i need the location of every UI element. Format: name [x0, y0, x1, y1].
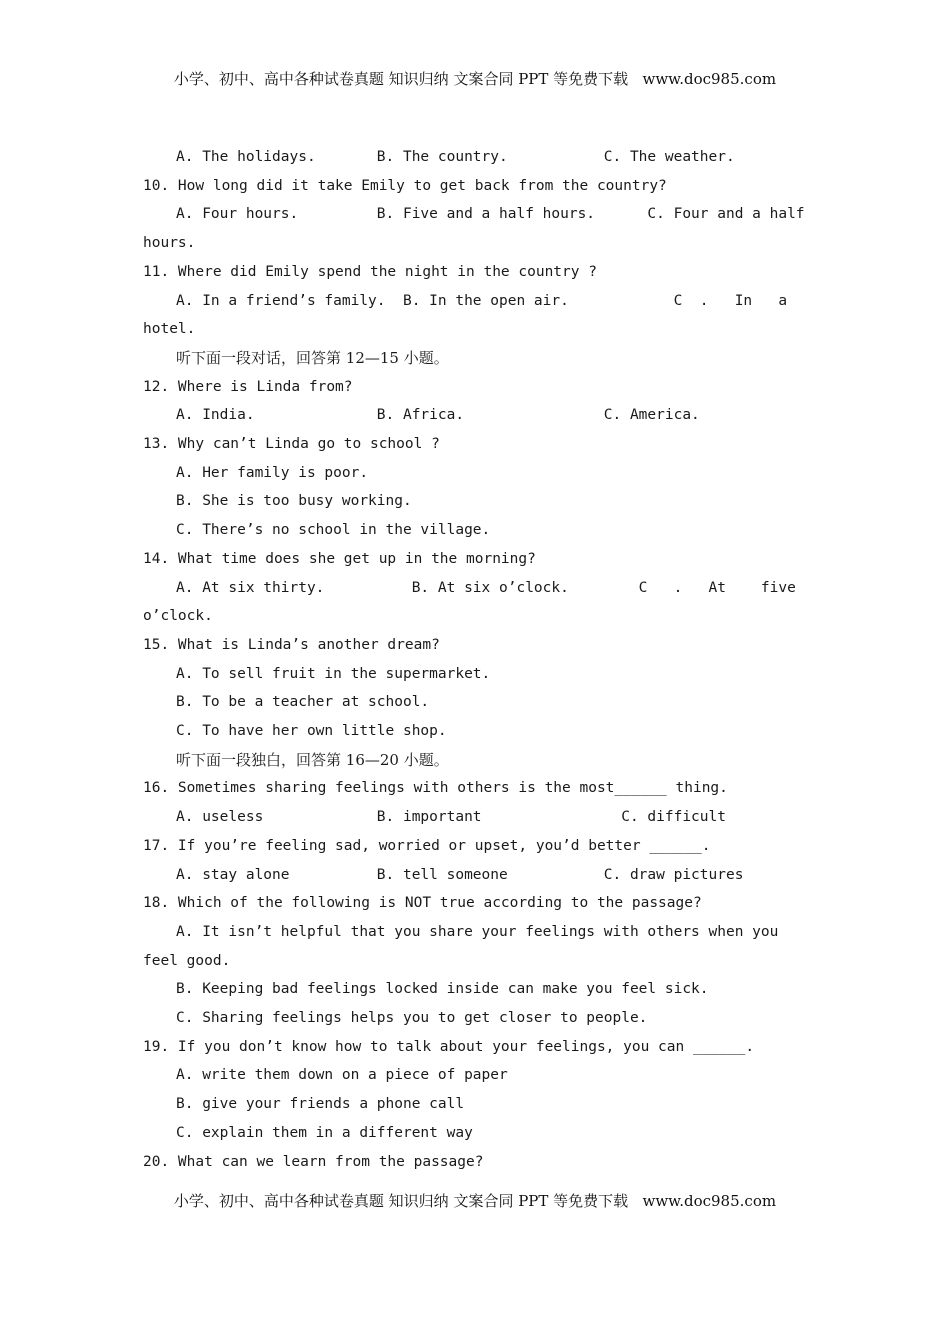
exam-line: A. To sell fruit in the supermarket.	[176, 665, 491, 682]
page-header: 小学、初中、高中各种试卷真题 知识归纳 文案合同 PPT 等免费下载 www.doc985.com	[173, 70, 777, 88]
exam-line: 19. If you don’t know how to talk about your feelings, you can ______.	[143, 1038, 755, 1055]
section-instruction: 听下面一段对话，回答第 12—15 小题。	[176, 348, 449, 367]
exam-line: 10. How long did it take Emily to get back from the country?	[143, 177, 667, 194]
exam-line: B. She is too busy working.	[176, 493, 412, 510]
exam-line: A. useless B. important C. difficult	[176, 809, 726, 826]
exam-line: A. At six thirty. B. At six o’clock. C . At five	[176, 579, 796, 596]
exam-line: 12. Where is Linda from?	[143, 378, 353, 395]
exam-line: B. Keeping bad feelings locked inside can make you feel sick.	[176, 981, 709, 998]
exam-line: 17. If you’re feeling sad, worried or upset, you’d better ______.	[143, 837, 711, 854]
exam-line: 18. Which of the following is NOT true according to the passage?	[143, 895, 702, 912]
exam-line: 20. What can we learn from the passage?	[143, 1153, 484, 1170]
exam-line: A. India. B. Africa. C. America.	[176, 407, 700, 424]
exam-line: C. There’s no school in the village.	[176, 522, 491, 539]
exam-line: A. Her family is poor.	[176, 464, 369, 481]
exam-line: A. stay alone B. tell someone C. draw pictures	[176, 866, 744, 883]
exam-line: A. In a friend’s family. B. In the open air. C . In a	[176, 292, 788, 309]
page-footer: 小学、初中、高中各种试卷真题 知识归纳 文案合同 PPT 等免费下载 www.doc985.com	[173, 1192, 777, 1210]
exam-line: C. Sharing feelings helps you to get closer to people.	[176, 1010, 648, 1026]
exam-line: feel good.	[143, 952, 231, 969]
exam-line: A. It isn’t helpful that you share your feelings with others when you	[176, 923, 779, 940]
exam-line: C. explain them in a different way	[176, 1124, 473, 1141]
exam-line: hotel.	[143, 321, 196, 338]
section-instruction: 听下面一段独白，回答第 16—20 小题。	[176, 750, 449, 769]
exam-line: o’clock.	[143, 608, 213, 625]
exam-line: B. To be a teacher at school.	[176, 694, 430, 711]
exam-line: A. write them down on a piece of paper	[176, 1067, 508, 1084]
exam-line: 15. What is Linda’s another dream?	[143, 636, 440, 653]
exam-line: 14. What time does she get up in the morning?	[143, 550, 536, 567]
exam-line: 11. Where did Emily spend the night in the country ?	[143, 263, 597, 280]
exam-line: B. give your friends a phone call	[176, 1096, 465, 1113]
exam-line: 16. Sometimes sharing feelings with others is the most______ thing.	[143, 780, 728, 797]
exam-line: hours.	[143, 235, 196, 252]
exam-line: A. Four hours. B. Five and a half hours. C. Four and a half	[176, 206, 805, 223]
exam-line: 13. Why can’t Linda go to school ?	[143, 436, 440, 452]
exam-line: C. To have her own little shop.	[176, 723, 447, 739]
exam-line: A. The holidays. B. The country. C. The weather.	[176, 149, 735, 165]
